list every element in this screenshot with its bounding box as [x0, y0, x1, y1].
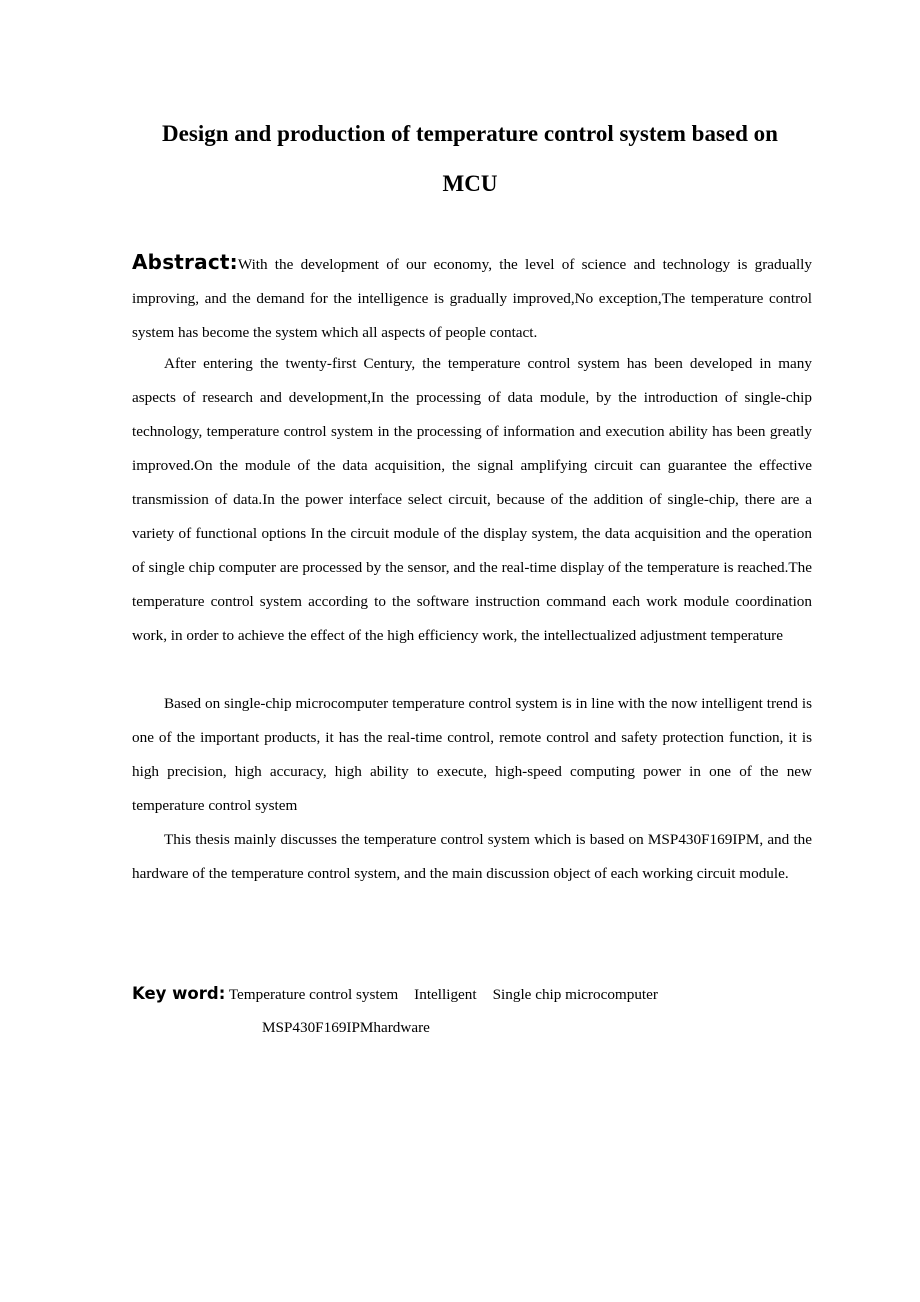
keywords-heading: Key word:: [132, 984, 226, 1003]
keyword-item: Single chip microcomputer: [492, 986, 658, 1003]
keyword-item: Intelligent: [414, 986, 477, 1003]
abstract-paragraph-1-text: With the development of our economy, the level of science and technology is gradually improving, and the demand for the intelligence is gradually improved,No exception,The temperature control system has become the system which all aspects of people contact.: [132, 256, 812, 341]
keyword-item: MSP430F169IPMhardware: [262, 1019, 430, 1036]
abstract-heading: Abstract:: [132, 250, 238, 274]
document-title-line-2: MCU: [442, 171, 498, 196]
keyword-item: Temperature control system: [228, 986, 399, 1003]
keywords-line: [132, 977, 812, 1012]
abstract-paragraph-2: After entering the twenty-first Century, the temperature control system has been developed in many aspects of research and development,In the processing of data module, by the introduction of single-chip technology, temperature control system in the processing of information and execution ability has been greatly improved.On the module of the data acquisition, the signal amplifying circuit can guarantee the effective transmission of data.In the power interface select circuit, because of the addition of single-chip, there are a variety of functional options In the circuit module of the display system, the data acquisition and the operation of single chip computer are processed by the sensor, and the real-time display of the temperature is reached.The temperature control system according to the software instruction command each work module coordination work, in order to achieve the effect of the high efficiency work, the intellectualized adjustment temperature: [132, 355, 812, 644]
document-title-line-1: Design and production of temperature control system based on: [162, 121, 778, 146]
abstract-paragraph-3: Based on single-chip microcomputer temperature control system is in line with the now intelligent trend is one of the important products, it has the real-time control, remote control and safety protection function, it is high precision, high accuracy, high ability to execute, high-speed computing power in one of the new temperature control system: [132, 695, 812, 814]
abstract-paragraph-1: [132, 245, 812, 350]
abstract-paragraph-4: This thesis mainly discusses the temperature control system which is based on MSP430F169IPM, and the hardware of the temperature control system, and the main discussion object of each working circuit module.: [132, 831, 812, 882]
